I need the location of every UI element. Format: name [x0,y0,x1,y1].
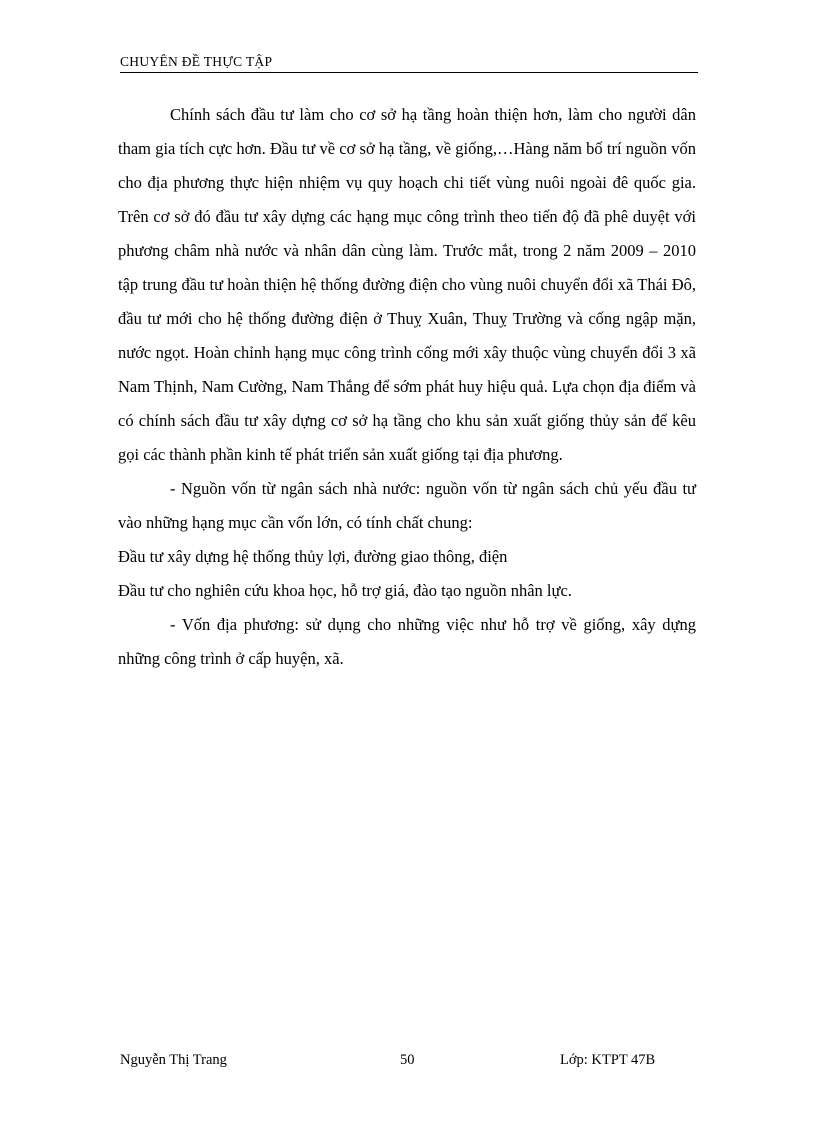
paragraph-investment-policy: Chính sách đầu tư làm cho cơ sở hạ tầng hoàn thiện hơn, làm cho người dân tham gia tích cực hơn. Đầu tư về cơ sở hạ tầng, về giống,…Hàng năm bố trí nguồn vốn cho địa phương thực hiện nhiệm vụ quy hoạch chi tiết vùng nuôi ngoài đê quốc gia. Trên cơ sở đó đầu tư xây dựng các hạng mục công trình theo tiến độ đã phê duyệt với phương châm nhà nước và nhân dân cùng làm. Trước mắt, trong 2 năm 2009 – 2010 tập trung đầu tư hoàn thiện hệ thống đường điện cho vùng nuôi chuyển đổi xã Thái Đô, đầu tư mới cho hệ thống đường điện ở Thuỵ Xuân, Thuỵ Trường và cống ngập mặn, nước ngọt. Hoàn chỉnh hạng mục công trình cống mới xây thuộc vùng chuyển đổi 3 xã Nam Thịnh, Nam Cường, Nam Thắng để sớm phát huy hiệu quả. Lựa chọn địa điểm và có chính sách đầu tư xây dựng cơ sở hạ tầng cho khu sản xuất giống thủy sản để kêu gọi các thành phần kinh tế phát triển sản xuất giống tại địa phương. [118,105,696,464]
list-item-irrigation: Đầu tư xây dựng hệ thống thủy lợi, đường giao thông, điện [118,547,508,566]
paragraph-state-budget: - Nguồn vốn từ ngân sách nhà nước: nguồn vốn từ ngân sách chủ yếu đầu tư vào những hạng mục cần vốn lớn, có tính chất chung: [118,479,696,532]
document-body [118,98,696,676]
list-item-research: Đầu tư cho nghiên cứu khoa học, hỗ trợ giá, đào tạo nguồn nhân lực. [118,581,572,600]
page-header [120,52,698,73]
header-title: CHUYÊN ĐỀ THỰC TẬP [120,54,273,69]
page-footer [120,1052,698,1074]
footer-class-label: Lớp: KTPT 47B [560,1052,656,1068]
page-number: 50 [400,1052,415,1068]
paragraph-local-capital: - Vốn địa phương: sử dụng cho những việc như hỗ trợ về giống, xây dựng những công trình ở cấp huyện, xã. [118,615,696,668]
footer-author: Nguyễn Thị Trang [120,1052,227,1068]
